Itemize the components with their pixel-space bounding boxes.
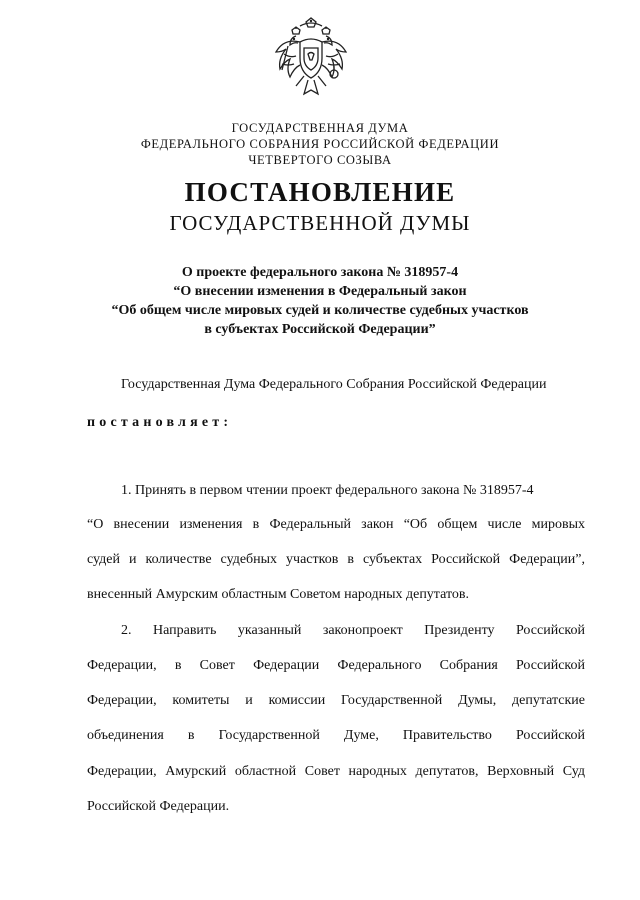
subject-line-2: “О внесении изменения в Федеральный закон: [173, 284, 467, 299]
decree-word: постановляет:: [87, 415, 233, 430]
paragraph-1-line-2: “О внесении изменения в Федеральный закон “Об общем числе мировых: [87, 517, 585, 532]
header-line-2: ФЕДЕРАЛЬНОГО СОБРАНИЯ РОССИЙСКОЙ ФЕДЕРАЦИИ: [140, 137, 500, 151]
document-subtitle: ГОСУДАРСТВЕННОЙ ДУМЫ: [169, 211, 471, 235]
paragraph-2-line-2: Федерации, в Совет Федерации Федерального Собрания Российской: [87, 658, 585, 673]
paragraph-2-line-3: Федерации, комитеты и комиссии Государственной Думы, депутатские: [87, 693, 585, 708]
intro-text: Государственная Дума Федерального Собрания Российской Федерации: [121, 377, 547, 392]
paragraph-1-line-4: внесенный Амурским областным Советом народных депутатов.: [87, 587, 469, 602]
subject-line-4: в субъектах Российской Федерации”: [204, 322, 436, 337]
paragraph-2-line-5: Федерации, Амурский областной Совет народных депутатов, Верховный Суд: [87, 764, 585, 779]
paragraph-1-line-3: судей и количестве судебных участков в субъектах Российской Федерации”,: [87, 552, 585, 567]
paragraph-2-line-4: объединения в Государственной Думе, Правительство Российской: [87, 728, 585, 743]
document-title: ПОСТАНОВЛЕНИЕ: [184, 177, 456, 207]
header-line-1: ГОСУДАРСТВЕННАЯ ДУМА: [231, 121, 409, 135]
paragraph-2-line-6: Российской Федерации.: [87, 799, 230, 814]
paragraph-2-line-1: 2. Направить указанный законопроект Президенту Российской: [121, 623, 585, 638]
header-line-3: ЧЕТВЕРТОГО СОЗЫВА: [248, 153, 392, 167]
subject-line-3: “Об общем числе мировых судей и количестве судебных участков: [111, 303, 529, 318]
subject-line-1: О проекте федерального закона № 318957-4: [181, 265, 459, 280]
paragraph-1-line-1: 1. Принять в первом чтении проект федерального закона № 318957-4: [121, 483, 534, 498]
coat-of-arms-icon: [270, 16, 352, 112]
